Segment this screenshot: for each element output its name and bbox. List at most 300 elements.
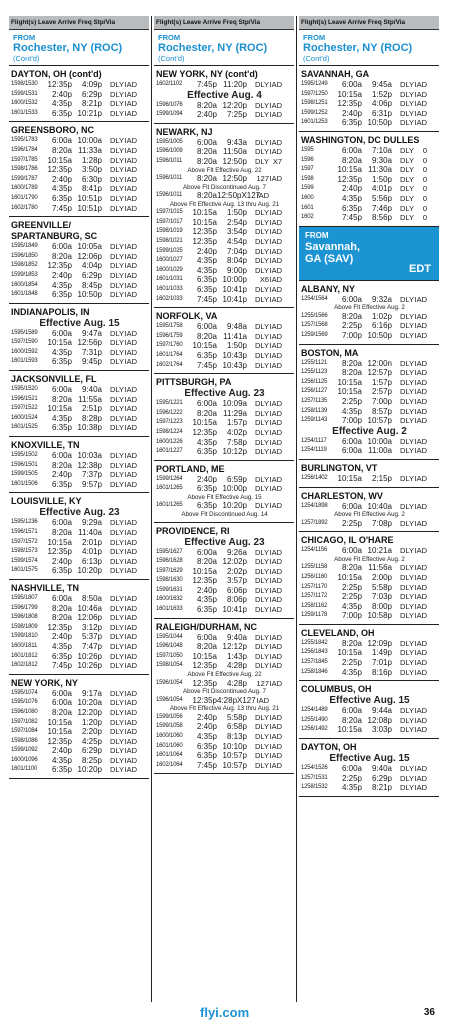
destination-section: [299, 532, 439, 625]
flight-row: [11, 594, 148, 604]
leave-time: 2:40p: [196, 474, 217, 484]
flight-row: [301, 368, 438, 378]
arrive-time: 11:50a: [223, 147, 247, 157]
destination-section: [154, 523, 294, 619]
leave-time: 2:40p: [196, 110, 217, 120]
flight-number: 1598/1224: [156, 428, 183, 435]
stops-via: [269, 191, 282, 201]
leave-time: 2:25p: [341, 658, 362, 668]
flight-row: [11, 718, 148, 728]
flight-row: [301, 519, 438, 529]
flight-number: 1597/1050: [156, 652, 183, 659]
arrive-time: 10:57p: [222, 760, 247, 770]
origin-from-label: FROM: [158, 33, 181, 42]
leave-time: 8:20a: [341, 155, 362, 165]
flight-number: 1598/1019: [156, 228, 183, 235]
arrive-time: 10:57p: [222, 751, 247, 761]
destination-section: [299, 132, 439, 227]
flight-row: [11, 242, 148, 252]
page-number: 36: [423, 1007, 435, 1018]
leave-time: 2:40p: [51, 174, 72, 184]
frequency: DLY: [254, 566, 269, 576]
flight-number: 1597/1590: [11, 339, 38, 346]
stops-via: IAD: [124, 193, 137, 203]
origin-from-label: FROM: [305, 230, 329, 240]
frequency: DLY: [254, 294, 269, 304]
frequency: DLY: [399, 145, 414, 155]
flight-number: 1599/1264: [156, 475, 183, 482]
frequency: DLY: [254, 557, 269, 567]
flight-number: 1602/1033: [156, 295, 183, 302]
leave-time: 10:15a: [337, 377, 362, 387]
destination-section: [9, 217, 149, 304]
stops-via: IAD: [414, 108, 427, 118]
frequency: DLY: [109, 651, 124, 661]
leave-time: 8:20a: [196, 174, 217, 184]
flight-number: 1601/1790: [11, 194, 38, 201]
frequency: DLY: [399, 658, 414, 668]
stops-via: IAD: [124, 280, 137, 290]
frequency: DLY: [254, 156, 269, 166]
leave-time: 6:00a: [196, 632, 217, 642]
arrive-time: 9:32a: [371, 294, 392, 304]
stops-via: 0: [422, 213, 427, 223]
arrive-time: 8:13p: [226, 731, 247, 741]
flight-number: 1596/1011: [156, 192, 183, 199]
stops-via: IAD: [124, 746, 137, 756]
stops-via: IAD: [269, 547, 282, 557]
stops-via: IAD: [124, 347, 137, 357]
flight-row: [11, 80, 148, 90]
flyi-logo[interactable]: flyi.com: [200, 1005, 250, 1020]
flight-row: [156, 138, 293, 148]
flight-row: [11, 652, 148, 662]
flight-number: 1602/1780: [11, 204, 38, 211]
frequency: DLY: [399, 783, 414, 793]
arrive-time: 5:56p: [371, 193, 392, 203]
destination-name: BURLINGTON, VT: [301, 462, 378, 473]
flight-number: 1255/1566: [301, 312, 328, 319]
frequency: DLY: [254, 741, 269, 751]
flight-number: 1597/1250: [301, 90, 328, 97]
flight-row: [156, 285, 293, 295]
arrive-time: 8:50a: [81, 593, 102, 603]
destination-section: [154, 461, 294, 523]
flight-number: 1597: [301, 166, 314, 173]
stops-via: IAD: [414, 311, 427, 321]
arrive-time: 10:50p: [77, 290, 102, 300]
frequency: DLY: [399, 331, 414, 340]
flight-row: [11, 175, 148, 185]
flight-number: 1598/1086: [11, 737, 38, 744]
frequency: DLY: [399, 638, 414, 648]
flight-note: Above Flt Discontinued Aug. 7: [183, 183, 266, 191]
frequency: DLY: [399, 89, 414, 99]
leave-time: 12:35p: [337, 174, 362, 184]
flight-row: [301, 156, 438, 166]
flight-row: [11, 165, 148, 175]
frequency: DLY: [109, 423, 124, 433]
flight-row: [156, 484, 293, 494]
stops-via: IAD: [124, 755, 137, 765]
flight-number: 1254/1156: [301, 547, 328, 554]
arrive-time: 7:03p: [371, 592, 392, 602]
stops-via: IAD: [124, 338, 137, 348]
stops-via: IAD: [269, 237, 282, 247]
leave-time: 2:40p: [51, 746, 72, 756]
flight-number: 1258/1162: [301, 602, 328, 609]
frequency: DLY: [109, 155, 124, 165]
stops-via: IAD: [269, 331, 282, 341]
flight-row: [156, 110, 293, 120]
leave-time: 6:00a: [51, 385, 72, 395]
flight-row: [156, 256, 293, 266]
flight-row: [11, 547, 148, 557]
frequency: DLY: [254, 246, 269, 256]
flight-row: [156, 191, 293, 201]
destination-name: BOSTON, MA: [301, 347, 359, 358]
stops-via: IAD: [124, 632, 137, 642]
flight-number: 1595/1221: [156, 400, 183, 407]
stops-via: IAD: [124, 385, 137, 395]
flight-number: 1597/1629: [156, 567, 183, 574]
frequency: DLY: [109, 394, 124, 404]
arrive-time: 6:29p: [81, 89, 102, 99]
flight-number: 1596/1784: [11, 146, 38, 153]
stops-via: IAD: [414, 773, 427, 783]
flight-row: [11, 184, 148, 194]
flight-row: [301, 80, 438, 90]
flight-row: [11, 194, 148, 204]
frequency: DLY: [399, 582, 414, 592]
leave-time: 8:20a: [51, 251, 72, 261]
leave-time: 6:00a: [51, 242, 72, 252]
flight-row: [301, 378, 438, 388]
column-body: [299, 66, 439, 797]
stops-via: IAD: [414, 406, 427, 416]
effective-note: Effective Aug. 23: [184, 536, 265, 548]
flight-row: [301, 546, 438, 556]
arrive-time: 2:20p: [81, 727, 102, 737]
leave-time: 6:35p: [196, 285, 217, 294]
flight-row: [301, 194, 438, 204]
frequency: DLY: [399, 648, 414, 658]
effective-note: Effective Aug. 2: [332, 425, 407, 437]
flight-number: 1595/1807: [11, 594, 38, 601]
leave-time: 6:35p: [51, 290, 72, 300]
stops-via: IAD: [414, 546, 427, 556]
frequency: DLY: [399, 473, 414, 483]
flight-number: 1599/1092: [11, 747, 38, 754]
arrive-time: 10:38p: [77, 423, 102, 433]
leave-time: 10:15a: [47, 537, 72, 547]
stops-via: IAD: [124, 328, 137, 338]
flight-row: [301, 668, 438, 678]
flight-number: 1596/1501: [11, 461, 38, 468]
leave-time: 8:20a: [341, 715, 362, 725]
effective-note: Effective Aug. 4: [187, 89, 262, 101]
arrive-time: 7:04p: [226, 246, 247, 256]
flight-row: [156, 438, 293, 448]
arrive-time: 5:58p: [226, 712, 247, 722]
flight-number: 1600/1096: [11, 756, 38, 763]
arrive-time: 10:20p: [77, 566, 102, 576]
stops-via: IAD: [124, 99, 137, 109]
stops-via: IAD: [124, 242, 137, 252]
frequency: DLY: [399, 706, 414, 716]
stops-via: IAD: [269, 576, 282, 586]
frequency: DLY: [254, 265, 269, 275]
stops-via: IAD: [124, 203, 137, 213]
frequency: DLY: [109, 261, 124, 271]
flight-row: [11, 632, 148, 642]
leave-time: 12:35p: [337, 99, 362, 109]
frequency: DLY: [109, 528, 124, 537]
flight-number: 1597/1017: [156, 218, 183, 225]
destination-name: COLUMBUS, OH: [301, 684, 372, 695]
arrive-time: 12:09p: [367, 638, 392, 648]
flight-number: 1601/1575: [11, 567, 38, 574]
leave-time: 10:15a: [47, 717, 72, 727]
leave-time: 10:15a: [337, 89, 362, 99]
flight-row: [11, 566, 148, 576]
frequency: DLY: [399, 764, 414, 774]
arrive-time: 11:56a: [368, 563, 392, 573]
flight-number: 1257/1135: [301, 397, 328, 404]
flight-number: 1596/1808: [11, 614, 38, 621]
frequency: DLY: [254, 712, 269, 722]
flight-number: 1599/1505: [11, 471, 38, 478]
stops-via: IAD: [124, 593, 137, 603]
flight-row: [301, 407, 438, 417]
flight-row: [156, 332, 293, 342]
leave-time: 6:35p: [196, 751, 217, 761]
leave-time: 2:40p: [51, 556, 72, 566]
flight-row: [11, 451, 148, 461]
frequency: X6: [259, 275, 269, 285]
leave-time: 8:20a: [196, 100, 217, 110]
flight-number: 1599/1810: [11, 633, 38, 640]
leave-time: 12:35p: [47, 80, 72, 89]
stops-via: IAD: [269, 227, 282, 237]
destination-name: PORTLAND, ME: [156, 463, 225, 474]
flight-row: [301, 474, 438, 484]
leave-time: 6:35p: [51, 357, 72, 367]
destination-section: [299, 66, 439, 132]
arrive-time: 11:00a: [368, 446, 392, 456]
flight-row: [156, 586, 293, 596]
flight-number: 1596/1759: [156, 332, 183, 339]
leave-time: 6:35p: [341, 203, 362, 213]
stops-via: IAD: [269, 275, 282, 285]
destination-name: NEW YORK, NY: [11, 677, 78, 688]
frequency: DLY: [399, 321, 414, 331]
flight-row: [301, 99, 438, 109]
frequency: DLY: [254, 751, 269, 761]
flight-number: 1599/1058: [156, 723, 183, 730]
arrive-time: 1:28p: [81, 155, 102, 165]
leave-time: 8:20a: [341, 368, 362, 378]
frequency: IAD: [256, 695, 269, 705]
stops-via: IAD: [269, 437, 282, 447]
frequency: DLY: [109, 736, 124, 746]
leave-time: 6:00a: [341, 145, 362, 155]
leave-time: 8:20a: [51, 603, 72, 613]
column-body: [154, 66, 294, 774]
arrive-time: 12:00n: [367, 358, 392, 368]
leave-time: 12:35p: [192, 695, 217, 705]
leave-time: 7:45p: [196, 80, 217, 89]
frequency: DLY: [399, 387, 414, 397]
flight-number: 1596/1521: [11, 395, 38, 402]
stops-via: IAD: [269, 678, 282, 688]
arrive-time: 9:57p: [81, 479, 102, 489]
stops-via: IAD: [124, 661, 137, 671]
stops-via: IAD: [269, 661, 282, 671]
arrive-time: 2:01p: [81, 537, 102, 547]
frequency: DLY: [254, 399, 269, 409]
stops-via: IAD: [124, 641, 137, 651]
flight-number: 1595/1044: [156, 633, 183, 640]
flight-number: 1600/1854: [11, 281, 38, 288]
destination-section: [9, 675, 149, 779]
arrive-time: 10:20a: [77, 698, 102, 708]
arrive-time: 8:00p: [371, 601, 392, 611]
flight-number: 1255/1158: [301, 564, 328, 571]
timezone-label: EDT: [409, 262, 431, 275]
frequency: DLY: [254, 760, 269, 770]
flight-number: 1254/1489: [301, 707, 328, 714]
frequency: DLY: [109, 136, 124, 146]
flight-number: 1598/1786: [11, 166, 38, 173]
arrive-time: 6:59p: [226, 474, 247, 484]
arrive-time: 12:50p: [222, 174, 247, 184]
frequency: DLY: [109, 413, 124, 423]
stops-via: IAD: [269, 651, 282, 661]
stops-via: IAD: [124, 651, 137, 661]
stops-via: IAD: [414, 436, 427, 446]
arrive-time: 1:20p: [81, 717, 102, 727]
destination-name: INDIANAPOLIS, IN: [11, 306, 90, 317]
stops-via: IAD: [124, 460, 137, 470]
stops-via: IAD: [269, 474, 282, 484]
frequency: DLY: [254, 484, 269, 494]
leave-time: 6:35p: [341, 118, 362, 128]
leave-time: 2:40p: [196, 712, 217, 722]
arrive-time: 10:05a: [77, 242, 102, 252]
stops-via: IAD: [124, 270, 137, 280]
frequency: DLY: [254, 350, 269, 360]
arrive-time: 2:57p: [371, 387, 392, 397]
stops-via: 0: [422, 145, 427, 155]
arrive-time: 10:00p: [222, 484, 247, 494]
flight-number: 1601/1100: [11, 766, 38, 773]
flight-number: 1601/1812: [11, 652, 38, 659]
frequency: DLY: [109, 707, 124, 717]
stops-via: IAD: [414, 518, 427, 528]
flight-number: 1598/1251: [301, 100, 328, 107]
arrive-time: 10:21a: [367, 546, 392, 556]
frequency: DLY: [109, 203, 124, 213]
effective-note: Effective Aug. 23: [184, 388, 265, 400]
flight-row: [156, 237, 293, 247]
effective-note: Effective Aug. 15: [329, 695, 410, 707]
effective-note: Effective Aug. 15: [39, 317, 120, 329]
flight-row: [301, 416, 438, 426]
stops-via: IAD: [124, 89, 137, 99]
flight-row: [11, 136, 148, 146]
origin-header: [154, 30, 294, 66]
arrive-time: 12:56p: [77, 338, 102, 348]
frequency: DLY: [109, 518, 124, 528]
arrive-time: 2:02p: [226, 566, 247, 576]
arrive-time: 12:57p: [367, 368, 392, 378]
destination-name: CHARLESTON, WV: [301, 490, 383, 501]
leave-time: 6:00a: [51, 698, 72, 708]
arrive-time: 7:01p: [371, 658, 392, 668]
flight-row: [156, 322, 293, 332]
frequency: DLY: [254, 595, 269, 605]
stops-via: IAD: [269, 501, 282, 511]
stops-via: IAD: [414, 611, 427, 621]
stops-via: IAD: [414, 725, 427, 735]
flight-note: Above Flt Effective Aug. 2: [334, 511, 405, 519]
arrive-time: 12:20p: [222, 100, 247, 110]
stops-via: IAD: [124, 765, 137, 775]
flight-number: 1600/1811: [11, 642, 38, 649]
flight-row: [156, 742, 293, 752]
leave-time: 8:20a: [341, 358, 362, 368]
arrive-time: 2:15p: [371, 473, 392, 483]
leave-time: 6:35p: [196, 741, 217, 751]
frequency: DLY: [109, 193, 124, 203]
arrive-time: 4:54p: [226, 237, 247, 247]
arrive-time: 7:10a: [371, 145, 392, 155]
stops-via: IAD: [124, 547, 137, 557]
stops-via: IAD: [269, 605, 282, 615]
arrive-time: 10:51p: [77, 193, 102, 203]
frequency: DLY: [254, 331, 269, 341]
destination-name: PROVIDENCE, RI: [156, 525, 230, 536]
leave-time: 4:35p: [51, 99, 72, 109]
leave-time: 6:00a: [196, 399, 217, 409]
frequency: DLY: [399, 155, 414, 165]
arrive-time: 10:00a: [77, 136, 102, 146]
leave-time: 12:35p: [192, 427, 217, 437]
arrive-time: 8:56p: [371, 213, 392, 223]
flight-row: [156, 399, 293, 409]
stops-via: IAD: [124, 518, 137, 528]
frequency: DLY: [399, 396, 414, 406]
leave-time: 6:35p: [196, 501, 217, 511]
frequency: DLY: [254, 722, 269, 732]
flight-row: [301, 387, 438, 397]
flight-number: 1599/1025: [156, 247, 183, 254]
leave-time: 8:20a: [51, 528, 72, 537]
flight-number: 1602/1764: [156, 361, 183, 368]
frequency: DLY: [254, 605, 269, 615]
frequency: DLY: [254, 576, 269, 586]
arrive-time: 4:28p: [226, 661, 247, 671]
arrive-time: 8:28p: [81, 413, 102, 423]
savannah-origin-header: [299, 227, 439, 281]
stops-via: IAD: [414, 294, 427, 304]
arrive-time: 3:12p: [81, 622, 102, 632]
frequency: DLY: [109, 99, 124, 109]
frequency: DLY: [399, 667, 414, 677]
arrive-time: 10:50p: [367, 118, 392, 128]
frequency: DLY: [109, 328, 124, 338]
